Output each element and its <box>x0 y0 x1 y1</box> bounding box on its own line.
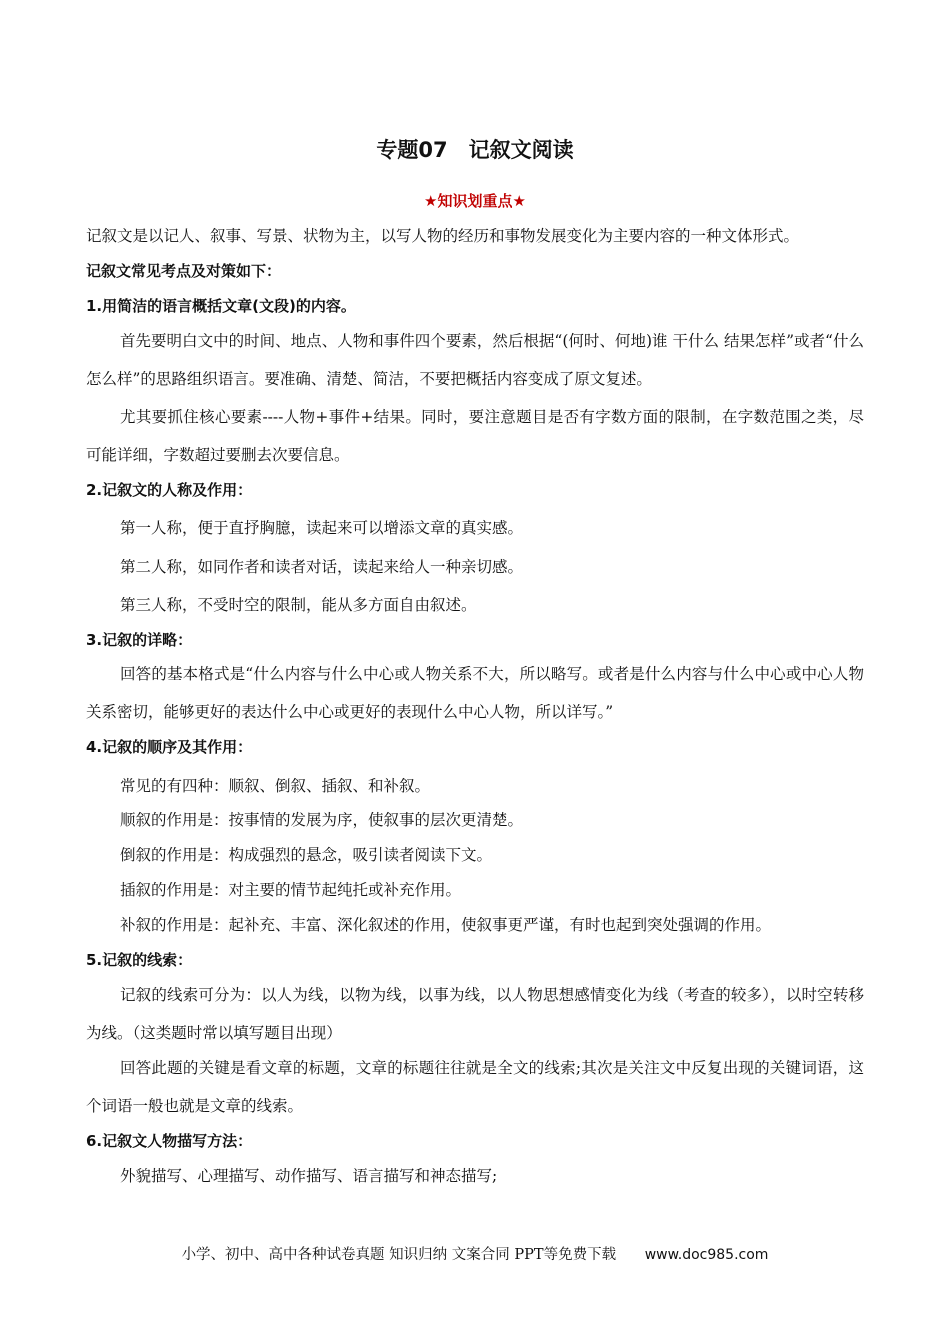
section-subtitle: ★知识划重点★ <box>424 192 526 210</box>
paragraph: 第二人称，如同作者和读者对话，读起来给人一种亲切感。 <box>120 558 524 576</box>
overview-heading: 记叙文常见考点及对策如下： <box>86 262 282 280</box>
footer-url[interactable]: www.doc985.com <box>644 1247 769 1263</box>
section-heading: 1.用简洁的语言概括文章(文段)的内容。 <box>86 297 356 315</box>
paragraph: 回答的基本格式是“什么内容与什么中心或人物关系不大，所以略写。或者是什么内容与什么中心或中心人物关系密切，能够更好的表达什么中心或更好的表现什么中心人物，所以详写。” <box>86 665 864 721</box>
paragraph: 外貌描写、心理描写、动作描写、语言描写和神态描写; <box>120 1167 498 1185</box>
section-heading: 3.记叙的详略： <box>86 631 193 649</box>
paragraph: 常见的有四种：顺叙、倒叙、插叙、和补叙。 <box>120 777 431 795</box>
paragraph: 顺叙的作用是：按事情的发展为序，使叙事的层次更清楚。 <box>120 811 524 829</box>
page-footer <box>0 1243 950 1264</box>
paragraph: 第一人称，便于直抒胸臆，读起来可以增添文章的真实感。 <box>120 519 524 537</box>
footer-text: 小学、初中、高中各种试卷真题 知识归纳 文案合同 PPT等免费下载 <box>181 1247 617 1263</box>
page-title: 专题07 记叙文阅读 <box>376 138 574 162</box>
intro-paragraph: 记叙文是以记人、叙事、写景、状物为主，以写人物的经历和事物发展变化为主要内容的一种文体形式。 <box>86 227 800 245</box>
paragraph: 首先要明白文中的时间、地点、人物和事件四个要素，然后根据“(何时、何地)谁 干什么 结果怎样”或者“什么 怎么样”的思路组织语言。要准确、清楚、简洁，不要把概括内容变成了原文复述。 <box>86 332 864 388</box>
section-heading: 5.记叙的线索： <box>86 951 193 969</box>
section-heading: 6.记叙文人物描写方法： <box>86 1132 253 1150</box>
paragraph: 回答此题的关键是看文章的标题，文章的标题往往就是全文的线索;其次是关注文中反复出现的关键词语，这个词语一般也就是文章的线索。 <box>86 1059 864 1115</box>
paragraph: 倒叙的作用是：构成强烈的悬念，吸引读者阅读下文。 <box>120 846 493 864</box>
paragraph: 补叙的作用是：起补充、丰富、深化叙述的作用，使叙事更严谨，有时也起到突处强调的作用。 <box>120 916 772 934</box>
paragraph: 记叙的线索可分为：以人为线，以物为线，以事为线，以人物思想感情变化为线（考查的较多），以时空转移为线。（这类题时常以填写题目出现） <box>86 986 864 1042</box>
paragraph: 第三人称，不受时空的限制，能从多方面自由叙述。 <box>120 596 477 614</box>
paragraph: 尤其要抓住核心要素----人物+事件+结果。同时，要注意题目是否有字数方面的限制，在字数范围之类，尽可能详细，字数超过要删去次要信息。 <box>86 408 864 464</box>
paragraph: 插叙的作用是：对主要的情节起纯托或补充作用。 <box>120 881 462 899</box>
section-heading: 4.记叙的顺序及其作用： <box>86 738 253 756</box>
section-heading: 2.记叙文的人称及作用： <box>86 481 253 499</box>
